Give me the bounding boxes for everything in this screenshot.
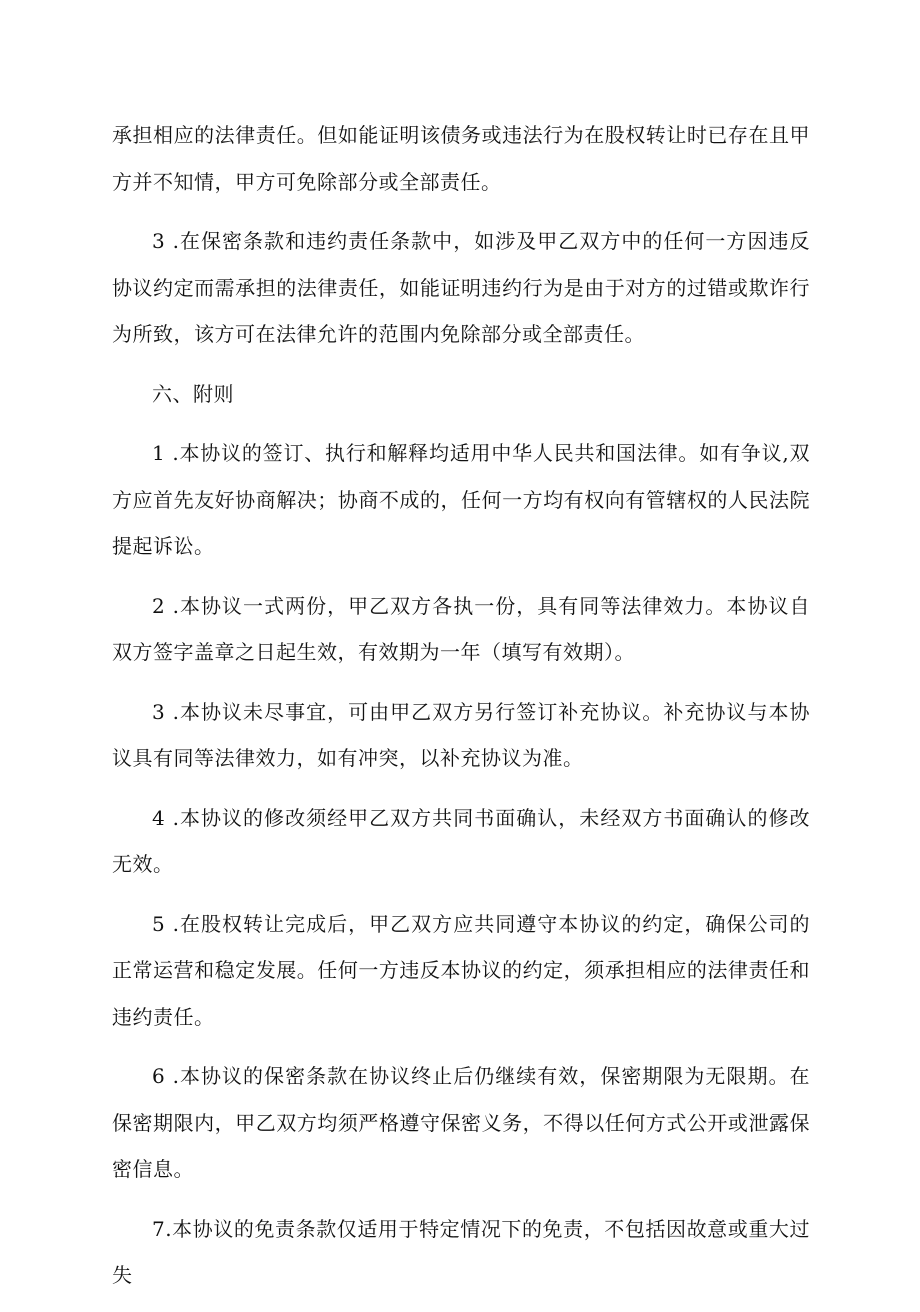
paragraph-article-5: 5 .在股权转让完成后，甲乙双方应共同遵守本协议的约定，确保公司的正常运营和稳定发展。任何一方违反本协议的约定，须承担相应的法律责任和违约责任。 — [112, 911, 810, 1029]
paragraph-clause-3-exemption: 3 .在保密条款和违约责任条款中，如涉及甲乙双方中的任何一方因违反协议约定而需承担的法律责任，如能证明违约行为是由于对方的过错或欺诈行为所致，该方可在法律允许的范围内免除部分或全部责任。 — [112, 229, 810, 346]
section-heading-supplementary-provisions: 六、附则 — [152, 381, 234, 406]
paragraph-continuation: 承担相应的法律责任。但如能证明该债务或违法行为在股权转让时已存在且甲方并不知情，甲方可免除部分或全部责任。 — [112, 123, 810, 194]
paragraph-article-6: 6 .本协议的保密条款在协议终止后仍继续有效，保密期限为无限期。在保密期限内，甲乙双方均须严格遵守保密义务，不得以任何方式公开或泄露保密信息。 — [112, 1064, 810, 1181]
paragraph-article-2: 2 .本协议一式两份，甲乙双方各执一份，具有同等法律效力。本协议自双方签字盖章之日起生效，有效期为一年（填写有效期）。 — [112, 593, 810, 664]
paragraph-article-3: 3 .本协议未尽事宜，可由甲乙双方另行签订补充协议。补充协议与本协议具有同等法律效力，如有冲突，以补充协议为准。 — [112, 699, 810, 770]
document-body — [112, 112, 810, 1312]
paragraph-article-1: 1 .本协议的签订、执行和解释均适用中华人民共和国法律。如有争议,双方应首先友好协商解决；协商不成的，任何一方均有权向有管辖权的人民法院提起诉讼。 — [112, 441, 810, 558]
paragraph-article-7: 7.本协议的免责条款仅适用于特定情况下的免责，不包括因故意或重大过失 — [112, 1216, 810, 1287]
paragraph-article-4: 4 .本协议的修改须经甲乙双方共同书面确认，未经双方书面确认的修改无效。 — [112, 805, 810, 876]
